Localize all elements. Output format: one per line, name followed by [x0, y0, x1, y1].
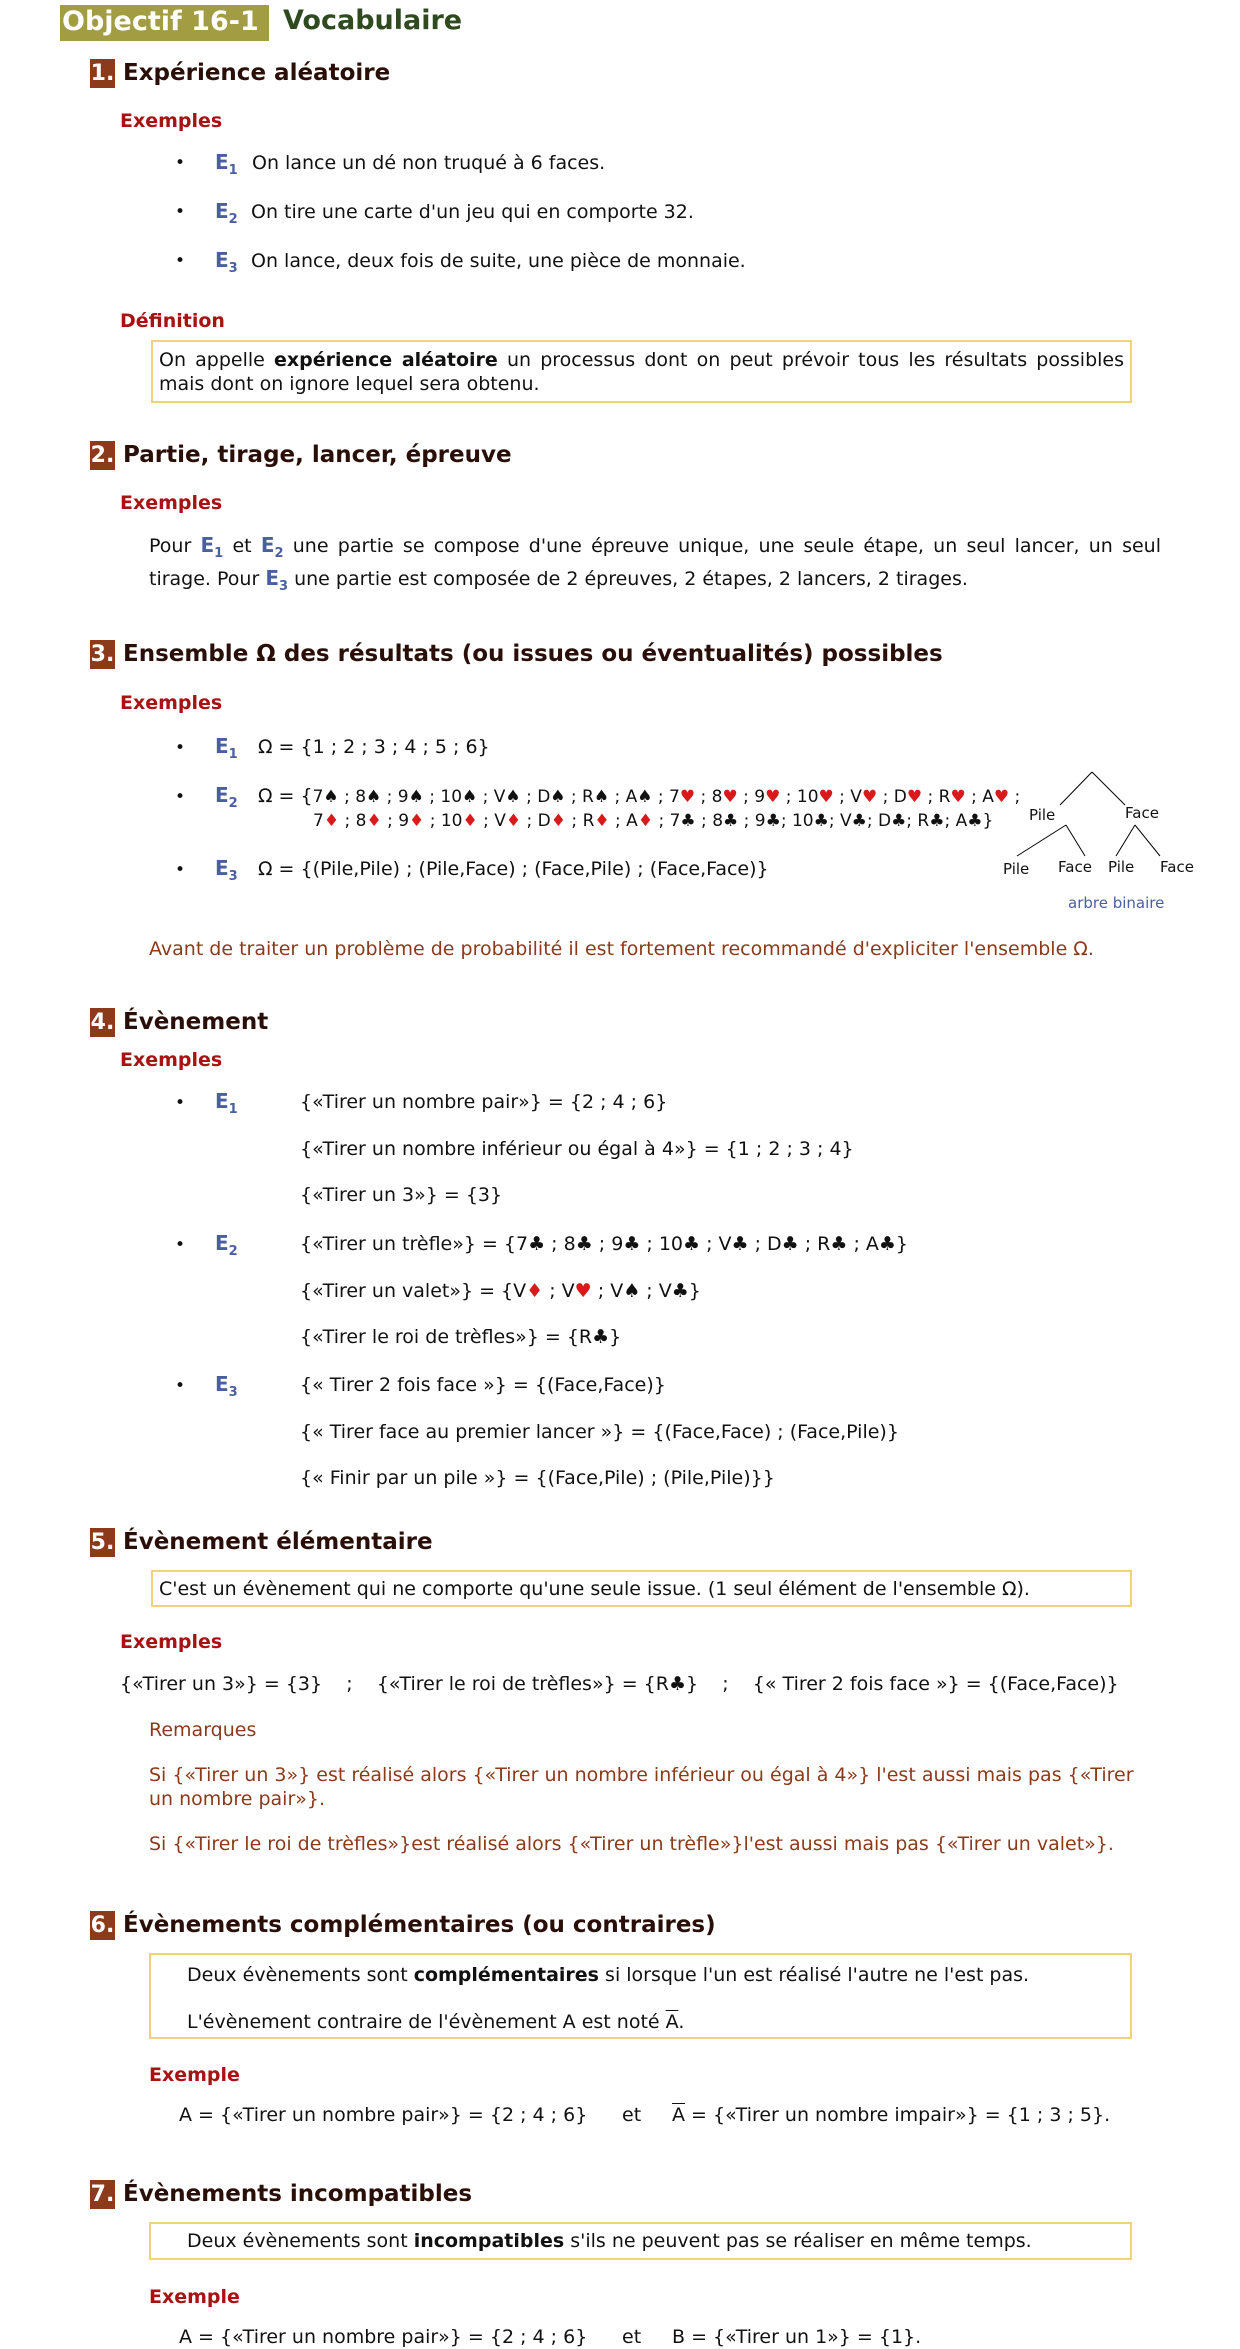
section-4-title: Évènement	[123, 1009, 269, 1035]
s1-example-3: On lance, deux fois de suite, une pièce de monnaie.	[251, 250, 746, 272]
e2-label: $E_2$	[215, 199, 238, 227]
section-7-number: 7.	[90, 2182, 115, 2207]
bullet: •	[175, 202, 186, 222]
tree-leaf-face: Face	[1058, 858, 1092, 876]
s6-definition-line-1: Deux évènements sont complémentaires si lorsque l'un est réalisé l'autre ne l'est pas.	[187, 1964, 1030, 1986]
tree-edge	[1135, 825, 1160, 856]
objective-tag: Objectif 16-1	[60, 5, 269, 41]
s6-definition-box	[149, 1953, 1132, 2039]
section-6-number: 6.	[90, 1913, 115, 1938]
bullet: •	[175, 153, 186, 173]
s4-examples-heading: Exemples	[120, 1049, 223, 1071]
bullet: •	[175, 860, 186, 880]
e2-label: $E_2$	[215, 783, 238, 811]
bullet: •	[175, 251, 186, 271]
s1-example-2: On tire une carte d'un jeu qui en comporte 32.	[251, 201, 694, 223]
bullet: •	[175, 738, 186, 758]
binary-tree-diagram	[990, 765, 1210, 915]
e1-label: $E_1$	[215, 150, 238, 178]
s4-e1-event-2: {«Tirer un nombre inférieur ou égal à 4»} = {1 ; 2 ; 3 ; 4}	[300, 1138, 854, 1160]
s5-definition-box	[151, 1570, 1132, 1607]
tree-node-face: Face	[1125, 804, 1159, 822]
e3-label: $E_3$	[215, 248, 238, 276]
e1-label: $E_1$	[215, 1089, 238, 1117]
s6-example-abar: $\overline{A}$ = {«Tirer un nombre impair»} = {1 ; 3 ; 5}.	[672, 2104, 1111, 2126]
tree-edge	[1092, 772, 1125, 805]
section-5-title: Évènement élémentaire	[123, 1529, 433, 1555]
e3-label: $E_3$	[215, 1372, 238, 1400]
s2-examples-heading: Exemples	[120, 492, 223, 514]
section-6-title: Évènements complémentaires (ou contraires)	[123, 1912, 716, 1938]
tree-edge	[1017, 825, 1066, 856]
s6-example-heading: Exemple	[149, 2064, 240, 2086]
bullet: •	[175, 1093, 186, 1113]
section-2-number: 2.	[90, 443, 115, 468]
s4-e2-event-3: {«Tirer le roi de trèfles»} = {R♣}	[300, 1326, 622, 1348]
bullet: •	[175, 1376, 186, 1396]
e3-label: $E_3$	[215, 856, 238, 884]
bullet: •	[175, 1235, 186, 1255]
section-7-title: Évènements incompatibles	[123, 2181, 473, 2207]
s7-definition-box	[149, 2222, 1132, 2260]
section-1-number: 1.	[90, 61, 115, 86]
s3-omega-e2-line2: 7♦ ; 8♦ ; 9♦ ; 10♦ ; V♦ ; D♦ ; R♦ ; A♦ ; 7♣ ; 8♣ ; 9♣; 10♣; V♣; D♣; R♣; A♣}	[313, 811, 994, 831]
s5-remark-2: Si {«Tirer le roi de trèfles»}est réalisé alors {«Tirer un trèfle»}l'est aussi mais pas {«Tirer un valet»}.	[149, 1833, 1114, 1855]
tree-edge	[1060, 772, 1092, 805]
s1-example-1: On lance un dé non truqué à 6 faces.	[252, 152, 606, 174]
section-3-number: 3.	[90, 642, 115, 667]
s5-definition-text: C'est un évènement qui ne comporte qu'une seule issue. (1 seul élément de l'ensemble Ω).	[159, 1578, 1030, 1600]
s5-examples-heading: Exemples	[120, 1631, 223, 1653]
s4-e3-event-3: {« Finir par un pile »} = {(Face,Pile) ; (Pile,Pile)}}	[300, 1467, 775, 1489]
definition-text: On appelle expérience aléatoire un processus dont on peut prévoir tous les résultats possibles mais dont on ignore lequel sera obtenu.	[159, 349, 1124, 395]
s3-examples-heading: Exemples	[120, 692, 223, 714]
s6-example-and: et	[622, 2104, 642, 2126]
s7-example-heading: Exemple	[149, 2286, 240, 2308]
tree-leaf-face: Face	[1160, 858, 1194, 876]
section-3-title: Ensemble Ω des résultats (ou issues ou éventualités) possibles	[123, 641, 943, 667]
s4-e3-event-2: {« Tirer face au premier lancer »} = {(Face,Face) ; (Face,Pile)}	[300, 1421, 899, 1443]
s7-example-a: A = {«Tirer un nombre pair»} = {2 ; 4 ; 6}	[179, 2326, 588, 2348]
tree-edge	[1066, 825, 1085, 856]
s4-e1-event-1: {«Tirer un nombre pair»} = {2 ; 4 ; 6}	[300, 1091, 668, 1113]
definition-box	[151, 340, 1132, 403]
s4-e3-event-1: {« Tirer 2 fois face »} = {(Face,Face)}	[300, 1374, 666, 1396]
s4-e1-event-3: {«Tirer un 3»} = {3}	[300, 1184, 503, 1206]
section-2-title: Partie, tirage, lancer, épreuve	[123, 442, 512, 468]
s5-remarks-heading: Remarques	[149, 1719, 257, 1741]
tree-leaf-pile: Pile	[1108, 858, 1135, 876]
section-4-number: 4.	[90, 1010, 115, 1035]
s5-examples-line: {«Tirer un 3»} = {3} ; {«Tirer le roi de trèfles»} = {R♣} ; {« Tirer 2 fois face »} = {(Face,Face)}	[120, 1673, 1119, 1695]
s3-note: Avant de traiter un problème de probabilité il est fortement recommandé d'expliciter l'ensemble Ω.	[149, 938, 1094, 960]
section-1-title: Expérience aléatoire	[123, 60, 391, 86]
section-5-number: 5.	[90, 1530, 115, 1555]
s2-paragraph: Pour $E_1$ et $E_2$ une partie se compose d'une épreuve unique, une seule étape, un seul lancer, un seul tirage. Pour $E_3$ une partie est composée de 2 épreuves, 2 étapes, 2 lancers, 2 tirages.	[149, 533, 1161, 594]
s6-definition-line-2: L'évènement contraire de l'évènement A est noté $\overline{A}$.	[187, 2011, 685, 2033]
s4-e2-event-2: {«Tirer un valet»} = {V♦ ; V♥ ; V♠ ; V♣}	[300, 1280, 701, 1302]
e3-label: $E_3$	[265, 566, 289, 594]
e2-label: $E_2$	[215, 1231, 238, 1259]
s6-example-a: A = {«Tirer un nombre pair»} = {2 ; 4 ; 6}	[179, 2104, 588, 2126]
s7-example-b: B = {«Tirer un 1»} = {1}.	[672, 2326, 922, 2348]
e2-label: $E_2$	[260, 533, 284, 561]
tree-edge	[1116, 825, 1135, 856]
s3-omega-e3: Ω = {(Pile,Pile) ; (Pile,Face) ; (Face,Pile) ; (Face,Face)}	[258, 858, 769, 880]
s7-definition-text: Deux évènements sont incompatibles s'ils ne peuvent pas se réaliser en même temps.	[187, 2230, 1032, 2252]
s1-examples-heading: Exemples	[120, 110, 223, 132]
e1-label: $E_1$	[200, 533, 224, 561]
s3-omega-e1: Ω = {1 ; 2 ; 3 ; 4 ; 5 ; 6}	[258, 736, 490, 758]
s5-remark-1: Si {«Tirer un 3»} est réalisé alors {«Tirer un nombre inférieur ou égal à 4»} l'est aussi mais pas {«Tirer un nombre pair»}.	[149, 1764, 1134, 1810]
s7-example-and: et	[622, 2326, 642, 2348]
tree-caption: arbre binaire	[1068, 894, 1165, 912]
tree-leaf-pile: Pile	[1003, 860, 1030, 878]
page-title: Vocabulaire	[283, 5, 463, 36]
bullet: •	[175, 787, 186, 807]
s3-omega-e2-line1: Ω = {7♠ ; 8♠ ; 9♠ ; 10♠ ; V♠ ; D♠ ; R♠ ; A♠ ; 7♥ ; 8♥ ; 9♥ ; 10♥ ; V♥ ; D♥ ; R♥ ; A♥ ;	[258, 785, 1021, 807]
s1-definition-heading: Définition	[120, 310, 225, 332]
s4-e2-event-1: {«Tirer un trèfle»} = {7♣ ; 8♣ ; 9♣ ; 10♣ ; V♣ ; D♣ ; R♣ ; A♣}	[300, 1233, 909, 1255]
tree-node-pile: Pile	[1029, 806, 1056, 824]
e1-label: $E_1$	[215, 734, 238, 762]
